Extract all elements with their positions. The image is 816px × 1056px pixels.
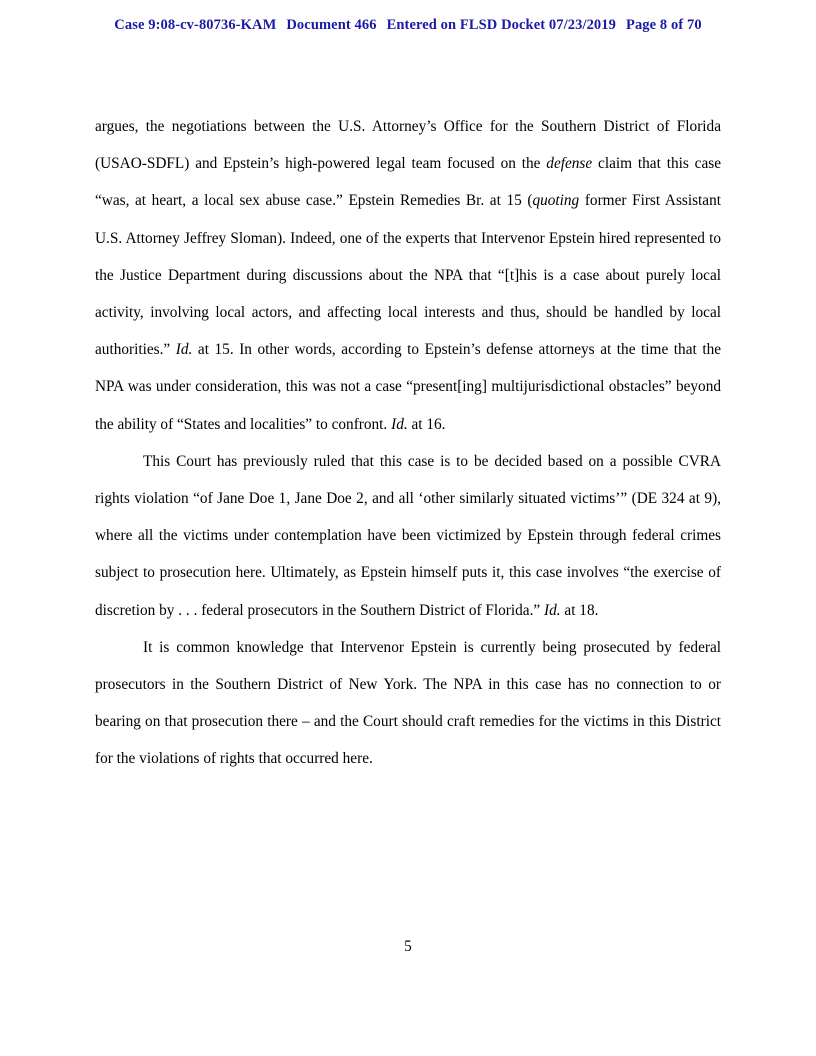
emphasis-text: Id. <box>544 601 561 619</box>
emphasis-text: Id. <box>391 415 408 433</box>
body-paragraph <box>95 443 721 629</box>
page-number: 5 <box>404 938 412 955</box>
emphasis-text: defense <box>546 155 593 173</box>
header-docket-entry: Entered on FLSD Docket 07/23/2019 <box>386 17 616 33</box>
body-text-run: argues, the negotiations between the U.S. Attorney’s Office for the Southern District of Florida (USAO-SDFL) and Epstein’s high-powered legal team focused on the <box>95 118 721 173</box>
emphasis-text: quoting <box>532 192 580 210</box>
body-text-run: at 16. <box>407 415 446 433</box>
body-text-run: This Court has previously ruled that this case is to be decided based on a possible CVRA rights violation “of Jane Doe 1, Jane Doe 2, and all ‘other similarly situated victims’” (DE 324 at 9), where all the victims under contemplation have been victimized by Epstein through federal crimes subject to prosecution here. Ultimately, as Epstein himself puts it, this case involves “the exercise of discretion by . . . federal prosecutors in the Southern District of Florida.” <box>95 452 721 619</box>
body-text-run: It is common knowledge that Intervenor Epstein is currently being prosecuted by federal prosecutors in the Southern District of New York. The NPA in this case has no connection to or bearing on that prosecution there – and the Court should craft remedies for the victims in this District for the violations of rights that occurred here. <box>95 638 721 768</box>
header-case-number: Case 9:08-cv-80736-KAM <box>114 17 277 33</box>
document-body <box>95 108 721 778</box>
body-text-run: at 18. <box>560 601 599 619</box>
body-paragraph <box>95 629 721 778</box>
body-text-run: at 15. In other words, according to Epstein’s defense attorneys at the time that the NPA was under consideration, this was not a case “present[ing] multijurisdictional obstacles” beyond the ability of “States and localities” to confront. <box>95 341 722 433</box>
body-paragraph <box>95 108 721 443</box>
body-text-run: claim that this case “was, at heart, a local sex abuse case.” Epstein Remedies Br. at 15 ( <box>95 155 721 210</box>
body-text-run: former First Assistant U.S. Attorney Jeffrey Sloman). Indeed, one of the experts that Intervenor Epstein hired represented to the Justice Department during discussions about the NPA that “[t]his is a case about purely local activity, involving local actors, and affecting local interests and thus, should be handled by local authorities.” <box>95 192 721 359</box>
header-page-of: Page 8 of 70 <box>625 17 702 33</box>
court-filing-header-stamp <box>0 17 816 34</box>
header-document-number: Document 466 <box>286 17 377 33</box>
emphasis-text: Id. <box>175 341 193 359</box>
